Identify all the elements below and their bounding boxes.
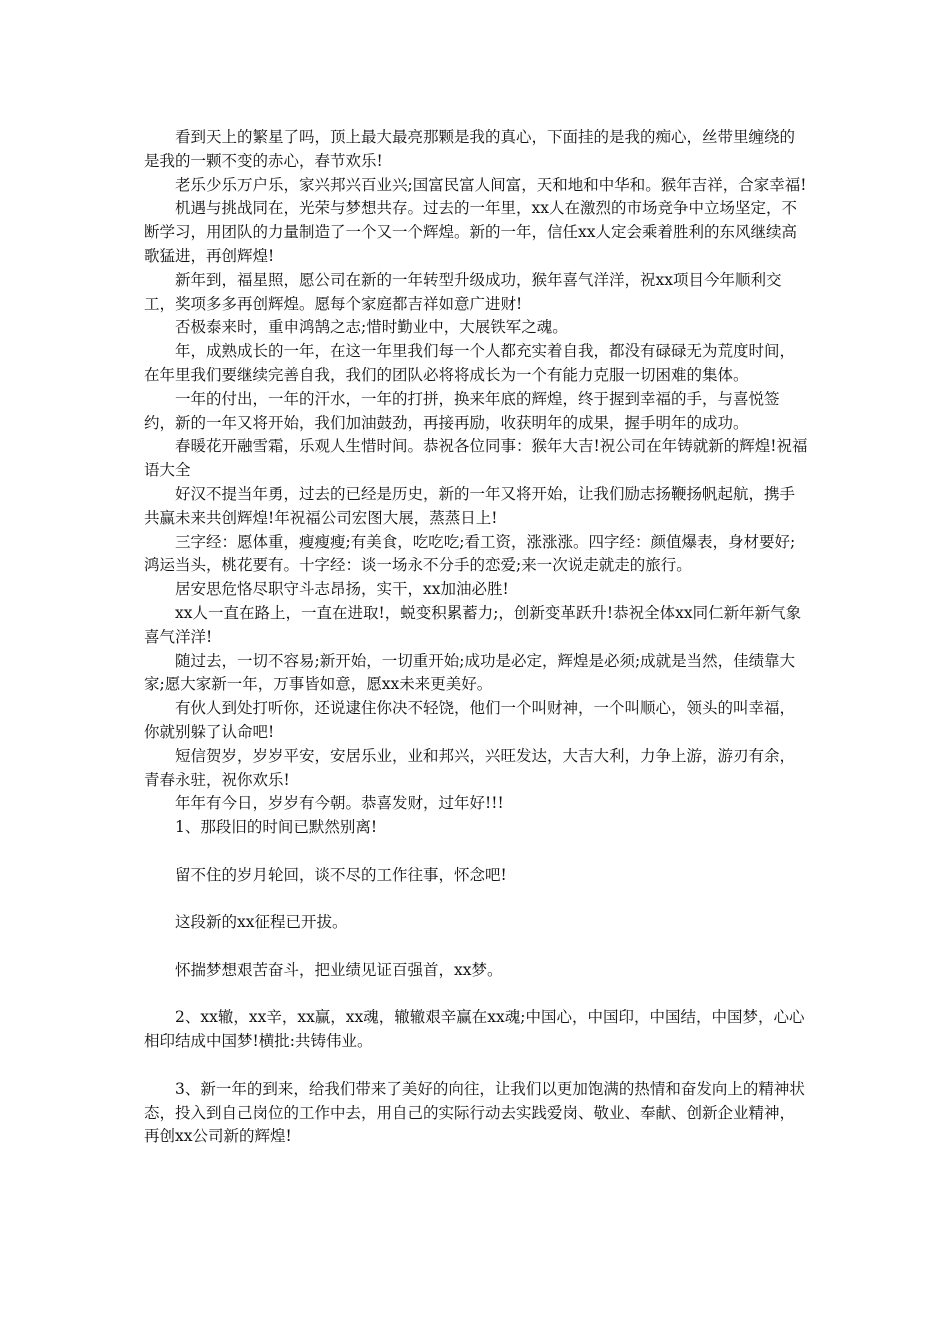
paragraph: 3、新一年的到来，给我们带来了美好的向往，让我们以更加饱满的热情和奋发向上的精神状态，投入到自己岗位的工作中去，用自己的实际行动去实践爱岗、敬业、奉献、创新企业精神，再创xx公司新的辉煌! [144,1079,805,1146]
paragraph: 老乐少乐万户乐，家兴邦兴百业兴;国富民富人间富，天和地和中华和。猴年吉祥，合家幸福! [175,175,807,194]
paragraph: 否极泰来时，重申鸿鹄之志;惜时勤业中，大展铁军之魂。 [175,318,568,337]
paragraph: 三字经：愿体重，瘦瘦瘦;有美食，吃吃吃;看工资，涨涨涨。四字经：颜值爆表，身材要好;鸿运当头，桃花要有。十字经：谈一场永不分手的恋爱;来一次说走就走的旅行。 [144,532,796,575]
paragraph: 春暖花开融雪霜，乐观人生惜时间。恭祝各位同事：猴年大吉!祝公司在年铸就新的辉煌!祝福语大全 [144,437,808,480]
paragraph: 这段新的xx征程已开拔。 [175,913,348,932]
paragraph: 居安思危恪尽职守斗志昂扬，实干，xx加油必胜! [175,580,509,599]
paragraph: xx人一直在路上，一直在进取!，蜕变积累蓄力;，创新变革跃升!恭祝全体xx同仁新年新气象喜气洋洋! [144,603,802,646]
paragraph: 2、xx辙，xx辛，xx赢，xx魂，辙辙艰辛赢在xx魂;中国心，中国印，中国结，中国梦，心心相印结成中国梦!横批:共铸伟业。 [144,1008,805,1051]
paragraph: 看到天上的繁星了吗，顶上最大最亮那颗是我的真心，下面挂的是我的痴心，丝带里缠绕的是我的一颗不变的赤心，春节欢乐! [144,128,796,170]
paragraph: 好汉不提当年勇，过去的已经是历史，新的一年又将开始，让我们励志扬鞭扬帆起航，携手共赢未来共创辉煌!年祝福公司宏图大展，蒸蒸日上! [144,484,796,527]
paragraph: 1、那段旧的时间已默然别离! [175,818,378,837]
paragraph: 年年有今日，岁岁有今朝。恭喜发财，过年好!!! [175,794,504,813]
paragraph: 新年到，福星照，愿公司在新的一年转型升级成功，猴年喜气洋洋，祝xx项目今年顺利交工，奖项多多再创辉煌。愿每个家庭都吉祥如意广进财! [144,270,782,313]
paragraph: 随过去，一切不容易;新开始，一切重开始;成功是必定，辉煌是必须;成就是当然，佳绩靠大家;愿大家新一年，万事皆如意，愿xx未来更美好。 [144,651,796,694]
paragraph: 一年的付出，一年的汗水，一年的打拼，换来年底的辉煌，终于握到幸福的手，与喜悦签约，新的一年又将开始，我们加油鼓劲，再接再励，收获明年的成果，握手明年的成功。 [144,389,780,432]
paragraph: 年，成熟成长的一年，在这一年里我们每一个人都充实着自我，都没有碌碌无为荒度时间，在年里我们要继续完善自我，我们的团队必将将成长为一个有能力克服一切困难的集体。 [144,342,796,384]
paragraph: 机遇与挑战同在，光荣与梦想共存。过去的一年里，xx人在激烈的市场竞争中立场坚定，不断学习，用团队的力量制造了一个又一个辉煌。新的一年，信任xx人定会乘着胜利的东风继续高歌猛进，再创辉煌! [144,199,797,265]
paragraph: 有伙人到处打听你，还说逮住你决不轻饶，他们一个叫财神，一个叫顺心，领头的叫幸福，你就别躲了认命吧! [144,699,796,741]
paragraph: 留不住的岁月轮回，谈不尽的工作往事，怀念吧! [175,865,507,884]
paragraph: 怀揣梦想艰苦奋斗，把业绩见证百强首，xx梦。 [175,960,503,979]
paragraph: 短信贺岁，岁岁平安，安居乐业，业和邦兴，兴旺发达，大吉大利，力争上游，游刃有余，青春永驻，祝你欢乐! [144,746,796,789]
